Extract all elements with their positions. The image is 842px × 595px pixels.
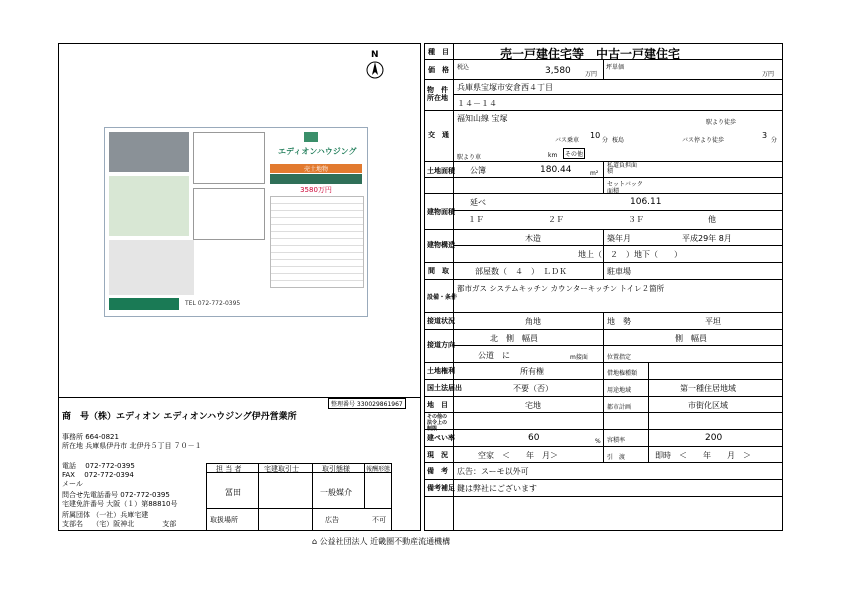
company-name: 商 号（株）エディオン エディオンハウジング伊丹営業所 xyxy=(62,412,297,422)
tax-label: 税込 xyxy=(457,64,470,71)
th-person: 担 当 者 xyxy=(216,465,242,473)
floor3-label: ３Ｆ xyxy=(628,215,644,224)
floor1-label: １Ｆ xyxy=(468,215,484,224)
setback-area-label: 面積 xyxy=(607,188,620,195)
flyer-brand-box xyxy=(270,132,362,162)
location-label: 物 件 所在地 xyxy=(427,86,448,102)
transport-label: 交 通 xyxy=(428,131,449,139)
flyer-text-block xyxy=(109,176,189,236)
position-label: 位置指定 xyxy=(607,354,632,361)
floor2-label: ２Ｆ xyxy=(548,215,564,224)
private-road-label: 私道負担面積 xyxy=(607,162,638,175)
road-dir-1: 北 側 幅員 xyxy=(490,334,538,343)
leasehold-type-label: 借地権種類 xyxy=(607,370,638,377)
th-fee: 報酬形態 xyxy=(366,466,391,473)
layout-value: 部屋数（ ４ ） ＬＤＫ xyxy=(475,267,567,276)
flyer-thumbnail xyxy=(104,127,368,317)
branch-name: 支部名 （宅）阪神北 支部 xyxy=(62,520,177,528)
compass-label: N xyxy=(371,50,379,60)
office-tel: 電話 072-772-0395 xyxy=(62,462,135,470)
footer xyxy=(312,536,450,547)
office-address: 所在地 兵庫県伊丹市 北伊丹５丁目 ７０－１ xyxy=(62,442,202,450)
status-label: 現 況 xyxy=(427,451,448,459)
floorplan-1 xyxy=(193,132,265,184)
road-label: 接道状況 xyxy=(427,317,455,325)
bus-walk-label: バス停より徒歩 xyxy=(682,137,725,144)
extra-remarks-label: 備考補足 xyxy=(427,484,455,492)
road-dir-label: 接道方向 xyxy=(427,341,455,349)
north-compass-icon xyxy=(364,50,386,80)
layout-label: 間 取 xyxy=(428,267,449,275)
land-category-label: 地 目 xyxy=(427,401,448,409)
parking-label: 駐車場 xyxy=(607,267,631,276)
bus-walk-unit: 分 xyxy=(771,137,778,144)
land-category-value: 宅地 xyxy=(525,401,541,410)
price-label: 価 格 xyxy=(428,66,449,74)
bus-ride-minutes: 10 xyxy=(590,131,601,140)
extra-remarks-value: 鍵は弊社にございます xyxy=(457,484,537,493)
license-number: 宅建免許番号 大阪（１）第88810号 xyxy=(62,500,178,508)
bus-walk-minutes: 3 xyxy=(762,131,768,140)
bcr-value: 60 xyxy=(528,433,540,443)
road-value: 角地 xyxy=(525,317,541,326)
footer-text: 公益社団法人 近畿圏不動産流通機構 xyxy=(319,537,451,546)
bus-ride-label: バス乗車 xyxy=(555,137,580,144)
th-license: 宅建取引士 xyxy=(264,465,299,473)
far-label: 容積率 xyxy=(607,437,626,444)
land-sqm-unit: m² xyxy=(590,170,599,177)
office-postal: 事務所 664-0821 xyxy=(62,433,119,441)
use-zone-label: 用途地域 xyxy=(607,387,632,394)
structure-label: 建物構造 xyxy=(427,241,455,249)
floorplan-2 xyxy=(193,188,265,240)
bcr-pct: % xyxy=(595,438,601,445)
use-zone-value: 第一種住居地域 xyxy=(680,384,736,393)
house-logo-icon xyxy=(304,132,318,142)
total-floor-area: 106.11 xyxy=(630,197,662,207)
th-mode: 取引態様 xyxy=(322,465,350,473)
road-public: 公道 に xyxy=(478,351,510,360)
price-value: 3,580 xyxy=(545,66,571,76)
transport-line: 福知山線 宝塚 xyxy=(457,114,508,123)
built-value: 平成29年 8月 xyxy=(682,234,732,243)
setback-label: セットバック xyxy=(607,181,643,188)
remarks-label: 備 考 xyxy=(427,467,448,475)
status-value: 空家 ＜ 年 月＞ xyxy=(478,451,558,460)
unit-price-unit: 万円 xyxy=(762,71,775,78)
bus-ride-unit: 分 xyxy=(602,137,609,144)
nat-law-label: 国土法届出 xyxy=(427,384,462,392)
type-label: 種 目 xyxy=(428,48,449,56)
flyer-price: 3580万円 xyxy=(300,186,332,194)
association-logo-icon: ⌂ xyxy=(312,537,320,546)
flyer-brand: エディオンハウジング xyxy=(278,147,357,156)
total-floor-label: 延べ xyxy=(470,198,486,207)
th-ad: 広告 xyxy=(325,516,339,524)
flyer-band xyxy=(270,174,362,184)
station-walk-label: 駅より徒歩 xyxy=(706,119,737,126)
agent-mode: 一般媒介 xyxy=(320,488,352,497)
agent-ad: 不可 xyxy=(372,516,386,524)
bcr-label: 建ぺい率 xyxy=(427,434,455,442)
flyer-logo-bar xyxy=(109,298,179,310)
equipment-label: 設備・条件 xyxy=(427,294,458,301)
km-unit: km xyxy=(548,152,558,159)
other-restrictions-label: その他の法令上の制限 xyxy=(427,414,448,432)
association: 所属団体 （一社）兵庫宅建 xyxy=(62,511,149,519)
other-floor-label: 他 xyxy=(708,215,716,224)
far-value: 200 xyxy=(705,433,723,443)
city-plan-label: 都市計画 xyxy=(607,404,632,411)
bus-stop-name: 桜島 xyxy=(612,137,625,144)
remarks-value: 広告：スーモ以外可 xyxy=(457,467,529,476)
floors-value: 地上（ ２ ）地下（ ） xyxy=(578,250,682,259)
equipment-value: 都市ガス システムキッチン カウンターキッチン トイレ２箇所 xyxy=(457,284,665,293)
station-car-label: 駅より車 xyxy=(457,154,482,161)
unit-price-label: 坪単価 xyxy=(606,64,625,71)
house-photo xyxy=(109,132,189,172)
road-dir-2: 側 幅員 xyxy=(675,334,707,343)
address-line1: 兵庫県宝塚市安倉西４丁目 xyxy=(457,83,553,92)
price-unit: 万円 xyxy=(585,71,598,78)
delivery-value: 即時 ＜ 年 月 ＞ xyxy=(655,451,751,460)
agent-person: 冨田 xyxy=(225,488,241,497)
land-kind: 公簿 xyxy=(470,166,486,175)
registration-number: 整理番号 330029861967 xyxy=(328,398,406,409)
delivery-label: 引 渡 xyxy=(607,454,626,461)
built-label: 築年月 xyxy=(607,234,631,243)
address-line2: １４－１４ xyxy=(457,99,497,108)
map-image xyxy=(109,240,194,295)
type-value: 売一戸建住宅等 中古一戸建住宅 xyxy=(500,47,681,61)
terrain-value: 平坦 xyxy=(705,317,721,326)
land-right-value: 所有権 xyxy=(520,367,544,376)
land-label: 土地面積 xyxy=(427,167,455,175)
nat-law-value: 不要（否） xyxy=(513,384,553,393)
terrain-label: 地 勢 xyxy=(607,317,631,326)
building-label: 建物面積 xyxy=(427,208,455,216)
city-plan-value: 市街化区域 xyxy=(688,401,728,410)
office-fax: FAX 072-772-0394 xyxy=(62,471,134,479)
flyer-spec-table xyxy=(270,196,364,288)
inquiry-tel: 問合せ先電話番号 072-772-0395 xyxy=(62,491,170,499)
road-contact: m接面 xyxy=(570,354,588,361)
other-transport: その他 xyxy=(563,148,585,159)
land-area: 180.44 xyxy=(540,165,572,175)
structure-value: 木造 xyxy=(525,234,541,243)
flyer-tag: 売土地物 xyxy=(270,164,362,173)
flyer-tel: TEL 072-772-0395 xyxy=(185,300,241,307)
th-inspect: 取扱場所 xyxy=(210,516,238,524)
land-right-label: 土地権利 xyxy=(427,367,455,375)
office-mail: メール xyxy=(62,480,83,488)
